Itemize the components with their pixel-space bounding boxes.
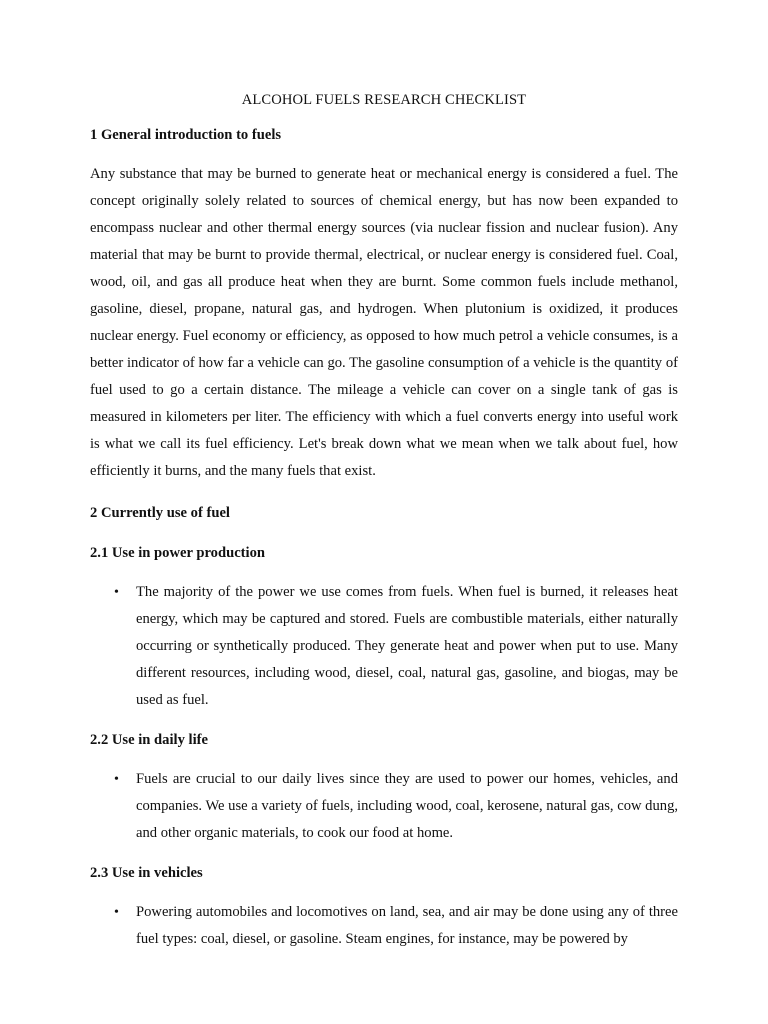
section-1-paragraph: Any substance that may be burned to generate heat or mechanical energy is considered a fuel. The concept originally solely related to sources of chemical energy, but has now been expanded to encompass nuclear and other thermal energy sources (via nuclear fission and nuclear fusion). Any material that may be burnt to provide thermal, electrical, or nuclear energy is considered fuel. Coal, wood, oil, and gas all produce heat when they are burnt. Some common fuels include methanol, gasoline, diesel, propane, natural gas, and hydrogen. When plutonium is oxidized, it produces nuclear energy. Fuel economy or efficiency, as opposed to how much petrol a vehicle consumes, is a better indicator of how far a vehicle can go. The gasoline consumption of a vehicle is the quantity of fuel used to go a certain distance. The mileage a vehicle can cover on a single tank of gas is measured in kilometers per liter. The efficiency with which a fuel converts energy into useful work is what we call its fuel efficiency. Let's break down what we mean when we talk about fuel, how efficiently it burns, and the many fuels that exist. <box>90 166 678 479</box>
bullet-icon: • <box>114 585 119 600</box>
list-item-text: Fuels are crucial to our daily lives since they are used to power our homes, vehicles, and companies. We use a variety of fuels, including wood, coal, kerosene, natural gas, cow dung, and other organic materials, to cook our food at home. <box>136 771 679 841</box>
list-item-text: The majority of the power we use comes from fuels. When fuel is burned, it releases heat energy, which may be captured and stored. Fuels are combustible materials, either naturally occurring or synthetically produced. They generate heat and power when put to use. Many different resources, including wood, diesel, coal, natural gas, gasoline, and biogas, may be used as fuel. <box>136 584 678 708</box>
list-item-text: Powering automobiles and locomotives on land, sea, and air may be done using any of three fuel types: coal, diesel, or gasoline. Steam engines, for instance, may be powered by <box>136 904 678 947</box>
document-title: ALCOHOL FUELS RESEARCH CHECKLIST <box>241 92 527 108</box>
bullet-icon: • <box>114 905 119 920</box>
section-heading-2-1: 2.1 Use in power production <box>90 545 266 561</box>
section-heading-2: 2 Currently use of fuel <box>90 505 230 521</box>
list-item-vehicles <box>90 899 678 953</box>
list-item-power-production <box>90 579 678 714</box>
bullet-icon: • <box>114 772 119 787</box>
section-heading-2-3: 2.3 Use in vehicles <box>90 865 203 881</box>
list-item-daily-life <box>90 766 678 847</box>
section-heading-1: 1 General introduction to fuels <box>90 127 282 143</box>
section-heading-2-2: 2.2 Use in daily life <box>90 732 208 748</box>
